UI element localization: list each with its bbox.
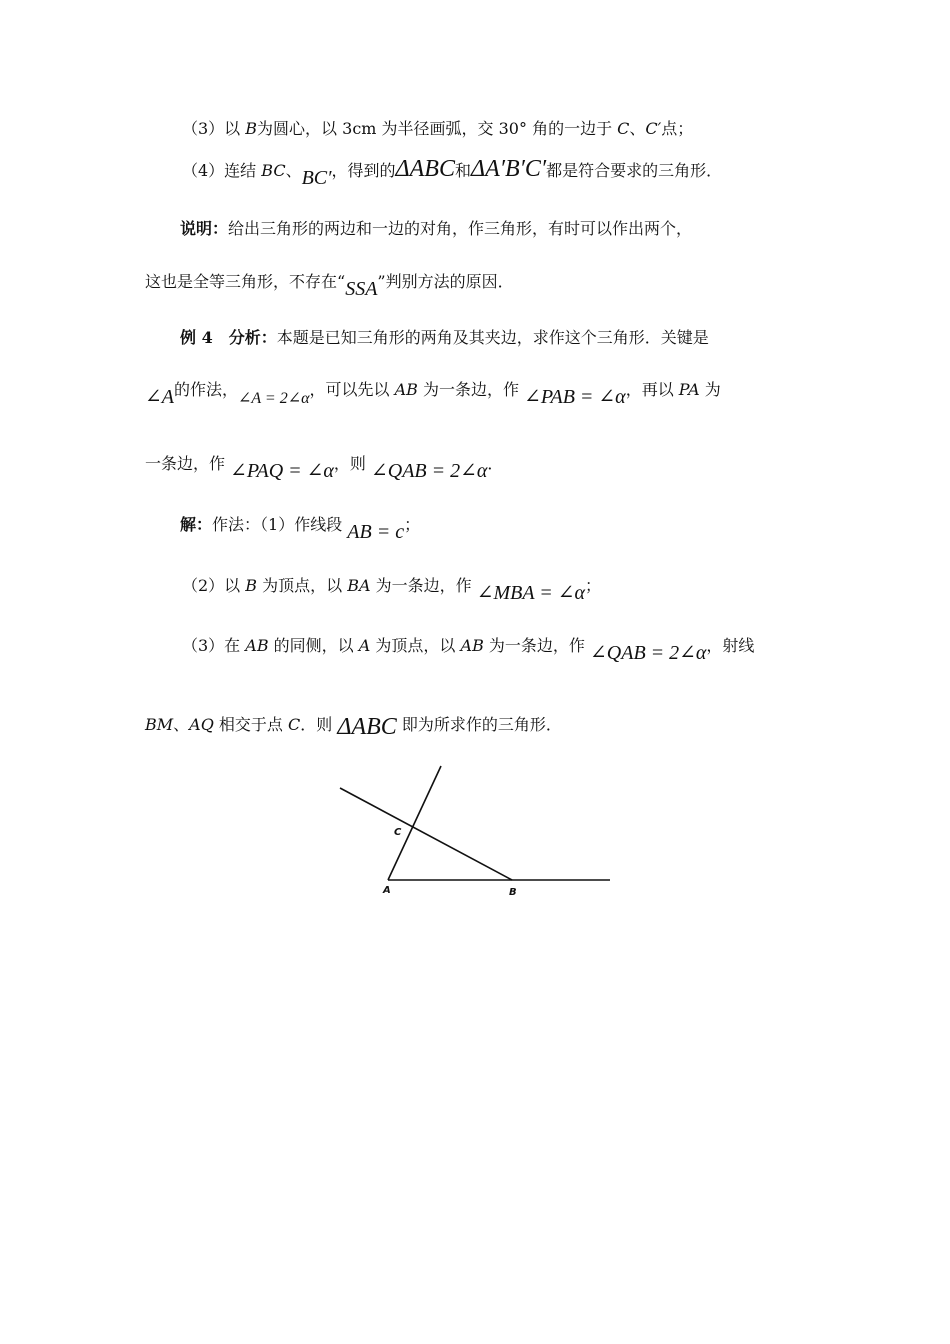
text: 这也是全等三角形，不存在“ (145, 272, 346, 291)
math-bc-prime: BC′ (301, 167, 332, 189)
math-qab-2: ∠QAB = 2∠α (590, 642, 707, 664)
note-line (180, 218, 692, 240)
text: ． (487, 454, 504, 473)
math-triangle-abc-prime: ΔA′B′C′ (470, 156, 547, 182)
var-ab: AB (394, 380, 418, 399)
step-3-line (182, 118, 693, 140)
text: 为一条边，作 (483, 636, 591, 655)
text: 给出三角形的两边和一边的对角，作三角形，有时可以作出两个， (228, 219, 693, 238)
text: （3）在 (182, 636, 246, 655)
text: ，得到的 (331, 161, 396, 180)
text: ，则 (333, 454, 371, 473)
text: 和 (454, 161, 471, 180)
text: ； (404, 515, 421, 534)
text: （3）以 (182, 119, 246, 138)
text: ，射线 (706, 636, 755, 655)
text: 、 (629, 119, 646, 138)
solution-conclusion (145, 712, 562, 740)
construction-figure (338, 762, 618, 902)
text: 相交于点 (213, 715, 289, 734)
text: （4）连结 (182, 161, 262, 180)
solution-line (180, 513, 421, 543)
text: ，再以 (625, 380, 679, 399)
example-4-line (180, 327, 709, 349)
analysis-line (145, 378, 721, 408)
var-b: B (245, 119, 258, 138)
label-b: B (509, 887, 517, 898)
var-c: C (288, 715, 301, 734)
label-a: A (383, 885, 391, 896)
text: ，可以先以 (309, 380, 395, 399)
math-ssa: SSA (345, 278, 378, 300)
text: 的同侧，以 (268, 636, 359, 655)
math-pab: ∠PAB = ∠α (524, 386, 626, 408)
ray-aq (388, 766, 441, 880)
ray-bm (340, 788, 512, 880)
solution-step-3 (182, 634, 755, 664)
var-ba: BA (347, 576, 371, 595)
math-angle-a: ∠A (145, 386, 174, 408)
text: 一条边，作 (145, 454, 231, 473)
var-bc: BC (261, 161, 286, 180)
text: 本题是已知三角形的两角及其夹边，求作这个三角形．关键是 (276, 328, 709, 347)
math-paq: ∠PAQ = ∠α (230, 460, 334, 482)
text: ； (584, 576, 601, 595)
text: 、 (285, 161, 302, 180)
var-aq: AQ (189, 715, 214, 734)
note-label: 说明： (180, 219, 229, 238)
var-bm: BM (145, 715, 174, 734)
text: 点； (661, 119, 694, 138)
note-line-2 (145, 270, 514, 300)
label-c: C (394, 827, 402, 838)
text: 为一条边，作 (417, 380, 525, 399)
text: （2）以 (182, 576, 246, 595)
var-a: A (358, 636, 371, 655)
text: ”判别方法的原因． (377, 272, 514, 291)
text: 为 (699, 380, 721, 399)
math-qab: ∠QAB = 2∠α (371, 460, 488, 482)
var-ab: AB (245, 636, 269, 655)
var-c: C (617, 119, 630, 138)
var-c-prime: C′ (645, 119, 662, 138)
solution-step-2 (182, 574, 601, 604)
math-triangle-abc: ΔABC (337, 714, 397, 740)
solution-label: 解： (180, 515, 213, 534)
text: 作法：（1）作线段 (212, 515, 348, 534)
text: 都是符合要求的三角形． (546, 161, 723, 180)
var-pa: PA (678, 380, 700, 399)
text: 即为所求作的三角形． (396, 715, 562, 734)
var-ab: AB (460, 636, 484, 655)
analysis-line-2 (145, 452, 504, 482)
text: 、 (173, 715, 190, 734)
math-angle-a-eq: ∠A = 2∠α (238, 390, 310, 407)
text: 为顶点，以 (370, 636, 461, 655)
text: 为一条边，作 (370, 576, 477, 595)
step-4-line (182, 156, 723, 189)
text: 的作法， (173, 380, 238, 399)
text: 为顶点，以 (257, 576, 348, 595)
math-mba: ∠MBA = ∠α (476, 582, 585, 604)
math-ab-c: AB = c (347, 521, 405, 543)
example-label: 例 4 分析： (180, 328, 277, 347)
text: 为圆心，以 3cm 为半径画弧，交 30° 角的一边于 (257, 119, 618, 138)
var-b: B (245, 576, 258, 595)
math-triangle-abc: ΔABC (395, 156, 455, 182)
text: ．则 (300, 715, 338, 734)
